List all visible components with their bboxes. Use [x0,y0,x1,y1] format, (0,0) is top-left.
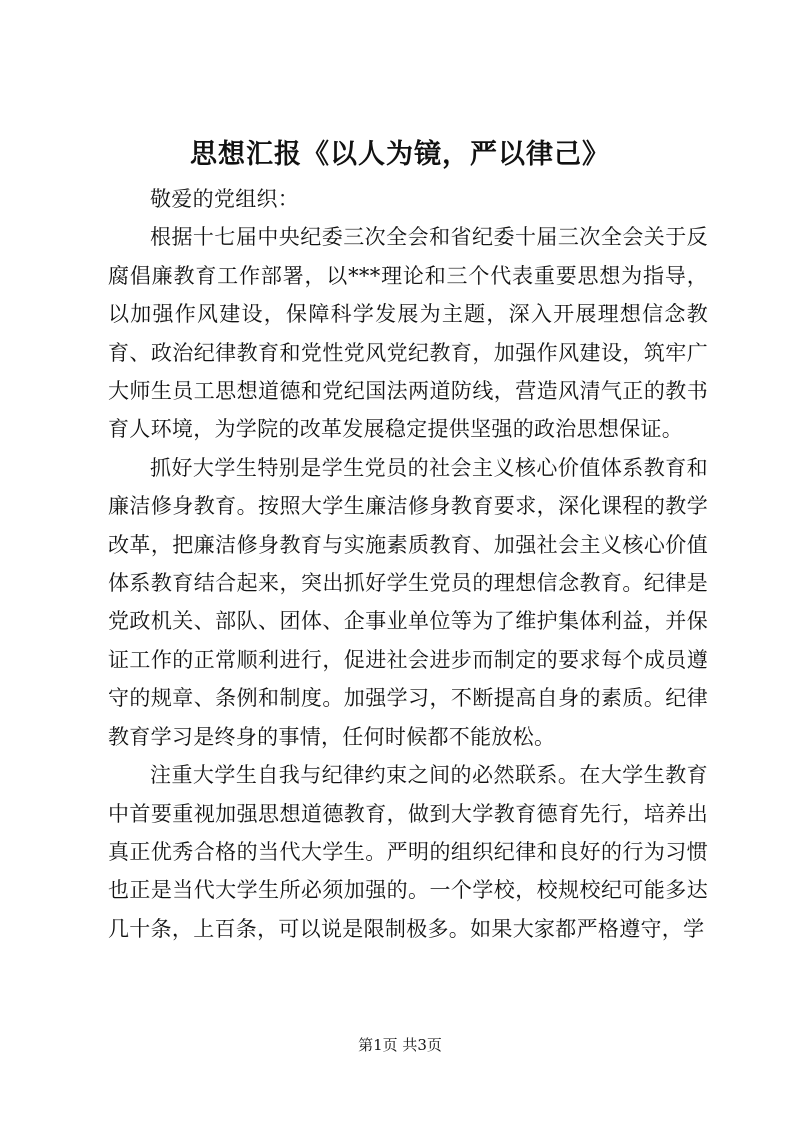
paragraph-1: 根据十七届中央纪委三次全会和省纪委十届三次全会关于反腐倡廉教育工作部署，以***理论和三个代表重要思想为指导，以加强作风建设，保障科学发展为主题，深入开展理想信念教育、政治纪律教育和党性党风党纪教育，加强作风建设，筑牢广大师生员工思想道德和党纪国法两道防线，营造风清气正的教书育人环境，为学院的改革发展稳定提供坚强的政治思想保证。 [108,225,708,442]
page-number-footer: 第1页 共3页 [358,1036,442,1054]
document-body [108,180,708,948]
document-title: 思想汇报《以人为镜，严以律己》 [190,139,610,170]
salutation: 敬爱的党组织： [150,187,300,211]
paragraph-2: 抓好大学生特别是学生党员的社会主义核心价值体系教育和廉洁修身教育。按照大学生廉洁修身教育要求，深化课程的教学改革，把廉洁修身教育与实施素质教育、加强社会主义核心价值体系教育结合起来，突出抓好学生党员的理想信念教育。纪律是党政机关、部队、团体、企事业单位等为了维护集体利益，并保证工作的正常顺利进行，促进社会进步而制定的要求每个成员遵守的规章、条例和制度。加强学习，不断提高自身的素质。纪律教育学习是终身的事情，任何时候都不能放松。 [108,455,708,749]
paragraph-3: 注重大学生自我与纪律约束之间的必然联系。在大学生教育中首要重视加强思想道德教育，做到大学教育德育先行，培养出真正优秀合格的当代大学生。严明的组织纪律和良好的行为习惯也正是当代大学生所必须加强的。一个学校，校规校纪可能多达几十条，上百条，可以说是限制极多。如果大家都严格遵守，学 [108,763,708,941]
